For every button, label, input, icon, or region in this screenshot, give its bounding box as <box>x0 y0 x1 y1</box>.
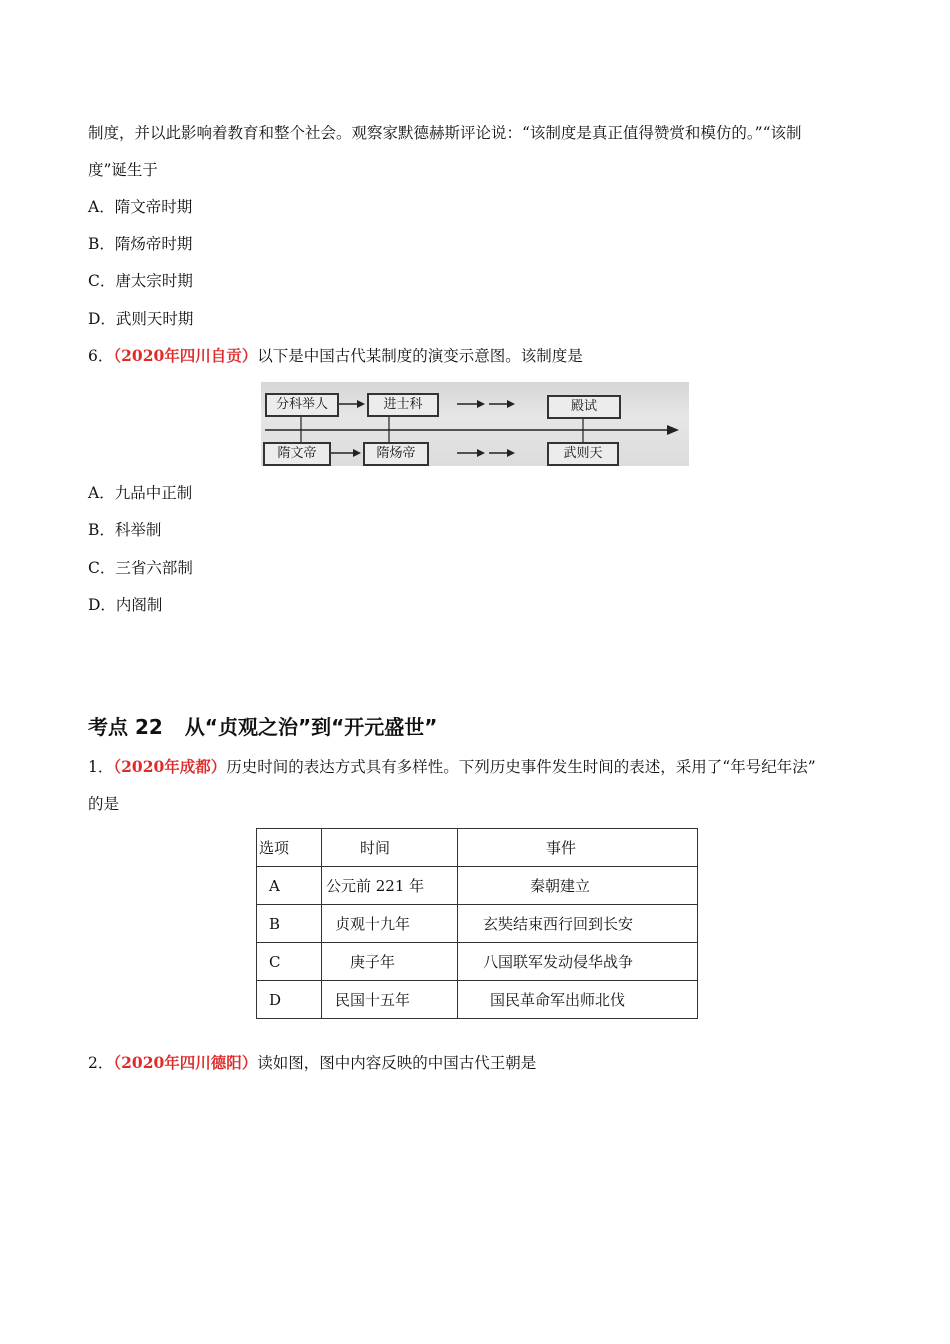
q6-number: 6． <box>88 347 114 365</box>
q6-option-a: A．九品中正制 <box>88 484 193 502</box>
q5-option-d: D．武则天时期 <box>88 310 194 328</box>
table-row <box>257 905 698 943</box>
box-sui-wendi: 隋文帝 <box>263 442 331 466</box>
table-row <box>257 867 698 905</box>
cell-time: 庚子年 <box>322 943 458 981</box>
box-jinshi-ke: 进士科 <box>367 393 439 417</box>
cell-event: 玄奘结束西行回到长安 <box>458 905 698 943</box>
q1-stem-line2: 的是 <box>88 795 120 813</box>
q2-text: 读如图，图中内容反映的中国古代王朝是 <box>257 1054 537 1072</box>
timeline-arrowhead <box>667 425 679 435</box>
cell-time: 公元前 221 年 <box>322 867 458 905</box>
q6-source: （2020年四川自贡） <box>113 346 258 365</box>
box-fenke-juren: 分科举人 <box>265 393 339 417</box>
box-dianshi: 殿试 <box>547 395 621 419</box>
table-row <box>257 981 698 1019</box>
cell-option: B <box>257 905 322 943</box>
q6-text: 以下是中国古代某制度的演变示意图。该制度是 <box>257 347 583 365</box>
cell-event: 八国联军发动侵华战争 <box>458 943 698 981</box>
q6-option-b: B．科举制 <box>88 521 162 539</box>
q2-number: 2． <box>88 1054 114 1072</box>
q1-stem <box>88 757 816 777</box>
header-time: 时间 <box>322 829 458 867</box>
exam-system-diagram <box>261 382 689 466</box>
q1-table <box>256 828 698 1019</box>
section-title: 从“贞观之治”到“开元盛世” <box>184 715 438 739</box>
section-heading <box>88 711 437 740</box>
table-row <box>257 943 698 981</box>
table-header-row <box>257 829 698 867</box>
cell-time: 贞观十九年 <box>322 905 458 943</box>
q6-option-c: C．三省六部制 <box>88 559 193 577</box>
q6-stem <box>88 346 583 366</box>
header-event: 事件 <box>458 829 698 867</box>
q5-stem-line1: 制度，并以此影响着教育和整个社会。观察家默德赫斯评论说：“该制度是真正值得赞赏和模仿的。”“该制 <box>88 124 802 142</box>
section-number: 考点 22 <box>88 715 163 739</box>
box-sui-yangdi: 隋炀帝 <box>363 442 429 466</box>
q2-source: （2020年四川德阳） <box>113 1053 258 1072</box>
cell-event: 秦朝建立 <box>458 867 698 905</box>
cell-option: D <box>257 981 322 1019</box>
box-wu-zetian: 武则天 <box>547 442 619 466</box>
cell-time: 民国十五年 <box>322 981 458 1019</box>
q5-option-b: B．隋炀帝时期 <box>88 235 193 253</box>
cell-option: A <box>257 867 322 905</box>
header-option: 选项 <box>257 829 322 867</box>
q5-option-c: C．唐太宗时期 <box>88 272 193 290</box>
cell-event: 国民革命军出师北伐 <box>458 981 698 1019</box>
cell-option: C <box>257 943 322 981</box>
q1-text: 历史时间的表达方式具有多样性。下列历史事件发生时间的表述，采用了“年号纪年法” <box>226 758 816 776</box>
q5-option-a: A．隋文帝时期 <box>88 198 193 216</box>
q6-option-d: D．内阁制 <box>88 596 163 614</box>
q1-number: 1． <box>88 758 114 776</box>
q2-stem <box>88 1053 536 1073</box>
q1-source: （2020年成都） <box>113 757 227 776</box>
q5-stem-line2: 度”诞生于 <box>88 161 158 179</box>
